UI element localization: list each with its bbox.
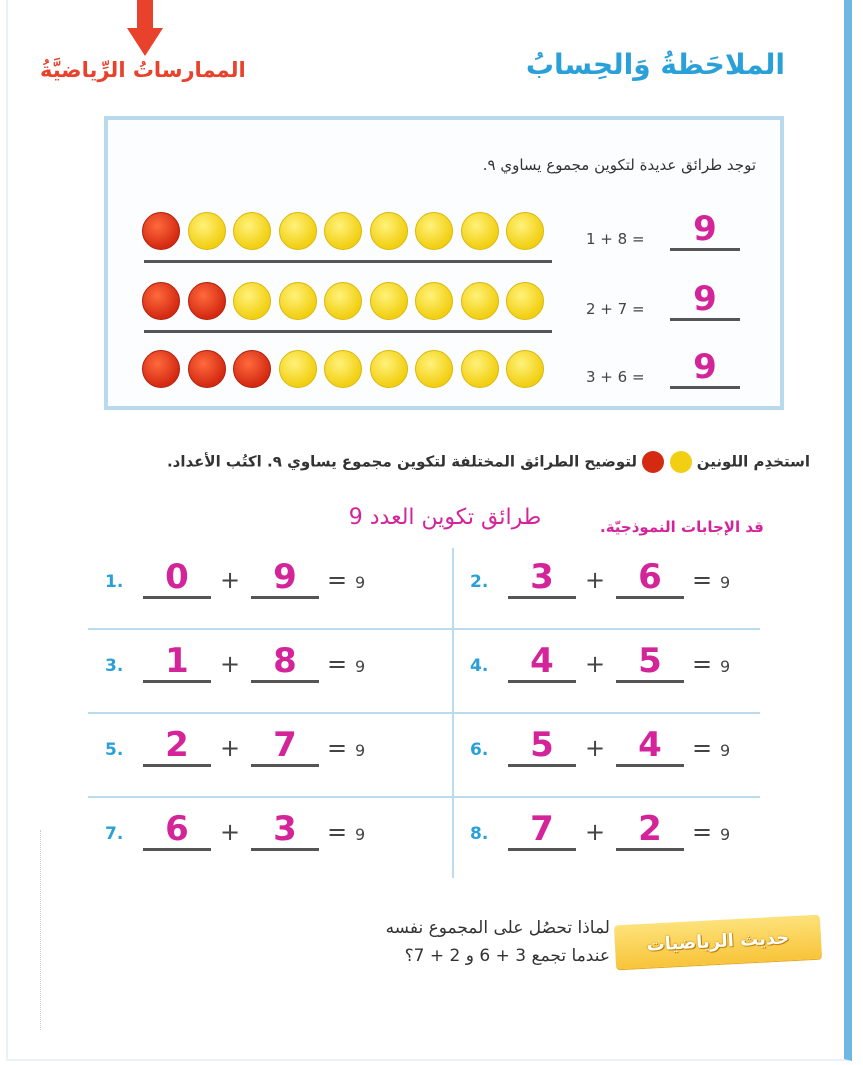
problem-number: 8.	[470, 824, 489, 844]
addend-a-answer: 7	[508, 810, 576, 851]
math-practices-label: الممارساتُ الرِّياضيَّةُ	[40, 58, 246, 82]
problem-number: 1.	[105, 572, 124, 592]
equation-row-3	[586, 347, 756, 398]
yellow-counter	[324, 350, 362, 388]
addend-b-answer: 8	[251, 642, 319, 683]
yellow-counter	[415, 350, 453, 388]
arrow-down-icon	[125, 0, 165, 58]
plus-sign: +	[585, 818, 606, 846]
problem-number: 5.	[105, 740, 124, 760]
equals-sign: =	[327, 818, 348, 846]
addend-b-answer: 6	[616, 558, 684, 599]
red-counter	[142, 350, 180, 388]
equals-sign: =	[327, 650, 348, 678]
bead-row-2	[142, 282, 552, 326]
addend-b-answer: 7	[251, 726, 319, 767]
plus-sign: +	[220, 818, 241, 846]
row-divider	[88, 628, 760, 630]
sum-value: 9	[355, 573, 366, 592]
plus-sign: +	[585, 566, 606, 594]
yellow-counter	[324, 282, 362, 320]
sum-value: 9	[720, 573, 731, 592]
problem-2	[470, 558, 790, 610]
yellow-counter	[324, 212, 362, 250]
model-answers-label: قد الإجابات النموذجيّة.	[600, 518, 764, 536]
red-counter-icon	[642, 451, 664, 473]
yellow-counter	[279, 350, 317, 388]
yellow-counter	[370, 350, 408, 388]
problem-4	[470, 642, 790, 694]
yellow-counter	[279, 212, 317, 250]
equation-row-1	[586, 209, 756, 260]
problem-number: 2.	[470, 572, 489, 592]
yellow-counter	[370, 282, 408, 320]
problem-number: 3.	[105, 656, 124, 676]
addend-b-answer: 2	[616, 810, 684, 851]
rod	[144, 330, 552, 333]
addend-a-answer: 2	[143, 726, 211, 767]
yellow-counter	[461, 282, 499, 320]
equation-expression: 2 + 7 =	[586, 300, 645, 318]
problem-number: 4.	[470, 656, 489, 676]
sum-value: 9	[355, 825, 366, 844]
plus-sign: +	[585, 734, 606, 762]
plus-sign: +	[220, 650, 241, 678]
problem-5	[105, 726, 425, 778]
sum-value: 9	[355, 741, 366, 760]
addend-b-answer: 4	[616, 726, 684, 767]
addend-a-answer: 1	[143, 642, 211, 683]
equals-sign: =	[327, 734, 348, 762]
activity-instructions	[110, 451, 810, 473]
addend-a-answer: 6	[143, 810, 211, 851]
problem-number: 7.	[105, 824, 124, 844]
problem-3	[105, 642, 425, 694]
equation-answer: 9	[670, 280, 740, 321]
yellow-counter	[233, 282, 271, 320]
table-title: طرائق تكوين العدد 9	[348, 505, 542, 530]
instructions-text-after: لتوضيح الطرائق المختلفة لتكوين مجموع يساوي ٩. اكتُب الأعداد.	[166, 452, 638, 471]
side-margin-note	[40, 830, 51, 1030]
red-counter	[142, 282, 180, 320]
red-counter	[233, 350, 271, 388]
page-title: الملاحَظةُ وَالحِسابُ	[525, 48, 785, 81]
problem-number: 6.	[470, 740, 489, 760]
row-divider	[88, 796, 760, 798]
instructions-text-before: استخدِم اللونين	[696, 452, 810, 471]
problem-8	[470, 810, 790, 862]
yellow-counter	[506, 282, 544, 320]
equation-expression: 3 + 6 =	[586, 368, 645, 386]
problem-6	[470, 726, 790, 778]
plus-sign: +	[585, 650, 606, 678]
bead-row-1	[142, 212, 552, 256]
sum-value: 9	[355, 657, 366, 676]
equals-sign: =	[692, 566, 713, 594]
math-talk-label: حديث الرياضيات	[646, 927, 790, 956]
red-counter	[142, 212, 180, 250]
yellow-counter	[461, 212, 499, 250]
yellow-counter	[506, 350, 544, 388]
math-talk-question	[300, 914, 610, 970]
sum-value: 9	[720, 741, 731, 760]
addend-b-answer: 3	[251, 810, 319, 851]
yellow-counter	[233, 212, 271, 250]
problem-7	[105, 810, 425, 862]
sum-value: 9	[720, 657, 731, 676]
addend-a-answer: 3	[508, 558, 576, 599]
bead-row-3	[142, 350, 552, 394]
yellow-counter	[188, 212, 226, 250]
rod	[144, 260, 552, 263]
row-divider	[88, 712, 760, 714]
addend-a-answer: 0	[143, 558, 211, 599]
addend-a-answer: 4	[508, 642, 576, 683]
equals-sign: =	[692, 734, 713, 762]
observation-box	[104, 116, 784, 410]
addend-a-answer: 5	[508, 726, 576, 767]
yellow-counter	[370, 212, 408, 250]
yellow-counter	[506, 212, 544, 250]
yellow-counter	[415, 212, 453, 250]
red-counter	[188, 350, 226, 388]
equals-sign: =	[692, 650, 713, 678]
yellow-counter-icon	[670, 451, 692, 473]
plus-sign: +	[220, 734, 241, 762]
equation-expression: 1 + 8 =	[586, 230, 645, 248]
question-line-1: لماذا تحصُل على المجموع نفسه	[385, 918, 610, 938]
equals-sign: =	[327, 566, 348, 594]
yellow-counter	[461, 350, 499, 388]
sum-value: 9	[720, 825, 731, 844]
yellow-counter	[279, 282, 317, 320]
observation-instruction: توجد طرائق عديدة لتكوين مجموع يساوي ٩.	[482, 156, 756, 174]
equation-row-2	[586, 279, 756, 330]
yellow-counter	[415, 282, 453, 320]
addend-b-answer: 9	[251, 558, 319, 599]
plus-sign: +	[220, 566, 241, 594]
equation-answer: 9	[670, 210, 740, 251]
problem-1	[105, 558, 425, 610]
question-line-2: عندما تجمع 3 + 6 و 2 + 7؟	[404, 946, 610, 966]
red-counter	[188, 282, 226, 320]
equation-answer: 9	[670, 348, 740, 389]
equals-sign: =	[692, 818, 713, 846]
addend-b-answer: 5	[616, 642, 684, 683]
